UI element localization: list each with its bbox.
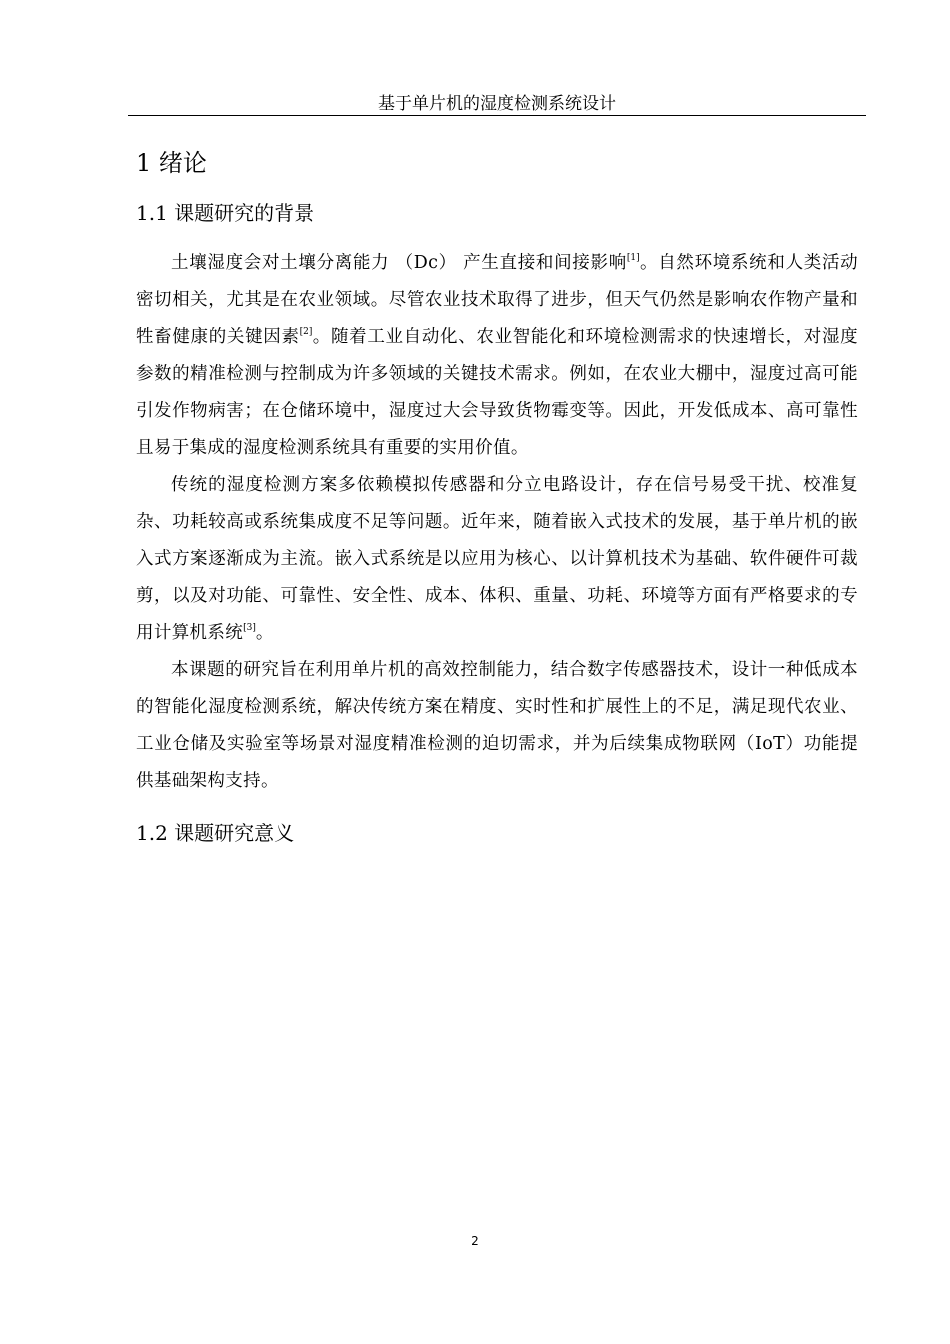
page-number: 2 (471, 1234, 479, 1248)
header-rule (128, 115, 866, 116)
paragraph-3-text: 本课题的研究旨在利用单片机的高效控制能力，结合数字传感器技术，设计一种低成本的智能化湿度检测系统，解决传统方案在精度、实时性和扩展性上的不足，满足现代农业、工业仓储及实验室等场景对湿度精准检测的迫切需求，并为后续集成物联网（IoT）功能提供基础架构支持。 (136, 660, 858, 791)
paragraph-2 (136, 467, 858, 652)
citation-2: [2] (299, 327, 313, 337)
paragraph-1 (136, 245, 858, 467)
citation-3: [3] (243, 623, 256, 633)
section-heading-1-1: 1.1 课题研究的背景 (136, 201, 315, 225)
paragraph-2-text-b: 。 (255, 623, 274, 643)
paragraph-3 (136, 652, 858, 800)
chapter-heading: 1 绪论 (136, 149, 207, 177)
section-1-1-body (136, 245, 858, 800)
paragraph-2-text-a: 传统的湿度检测方案多依赖模拟传感器和分立电路设计，存在信号易受干扰、校准复杂、功耗较高或系统集成度不足等问题。近年来，随着嵌入式技术的发展，基于单片机的嵌入式方案逐渐成为主流。嵌入式系统是以应用为核心、以计算机技术为基础、软件硬件可裁剪，以及对功能、可靠性、安全性、成本、体积、重量、功耗、环境等方面有严格要求的专用计算机系统 (136, 475, 858, 643)
paragraph-1-text-c: 。随着工业自动化、农业智能化和环境检测需求的快速增长，对湿度参数的精准检测与控制成为许多领域的关键技术需求。例如，在农业大棚中，湿度过高可能引发作物病害；在仓储环境中，湿度过大会导致货物霉变等。因此，开发低成本、高可靠性且易于集成的湿度检测系统具有重要的实用价值。 (136, 327, 858, 458)
section-heading-1-2: 1.2 课题研究意义 (136, 821, 295, 845)
running-header-title: 基于单片机的湿度检测系统设计 (378, 94, 616, 114)
paragraph-1-text-a: 土壤湿度会对土壤分离能力 （Dc） 产生直接和间接影响 (171, 253, 627, 273)
citation-1: [1] (626, 253, 640, 263)
paragraph-1-text-b: 。自然环境系统和人类活动密切相关，尤其是在农业领域。尽管农业技术取得了进步，但天气仍然是影响农作物产量和牲畜健康的关键因素 (136, 253, 859, 347)
